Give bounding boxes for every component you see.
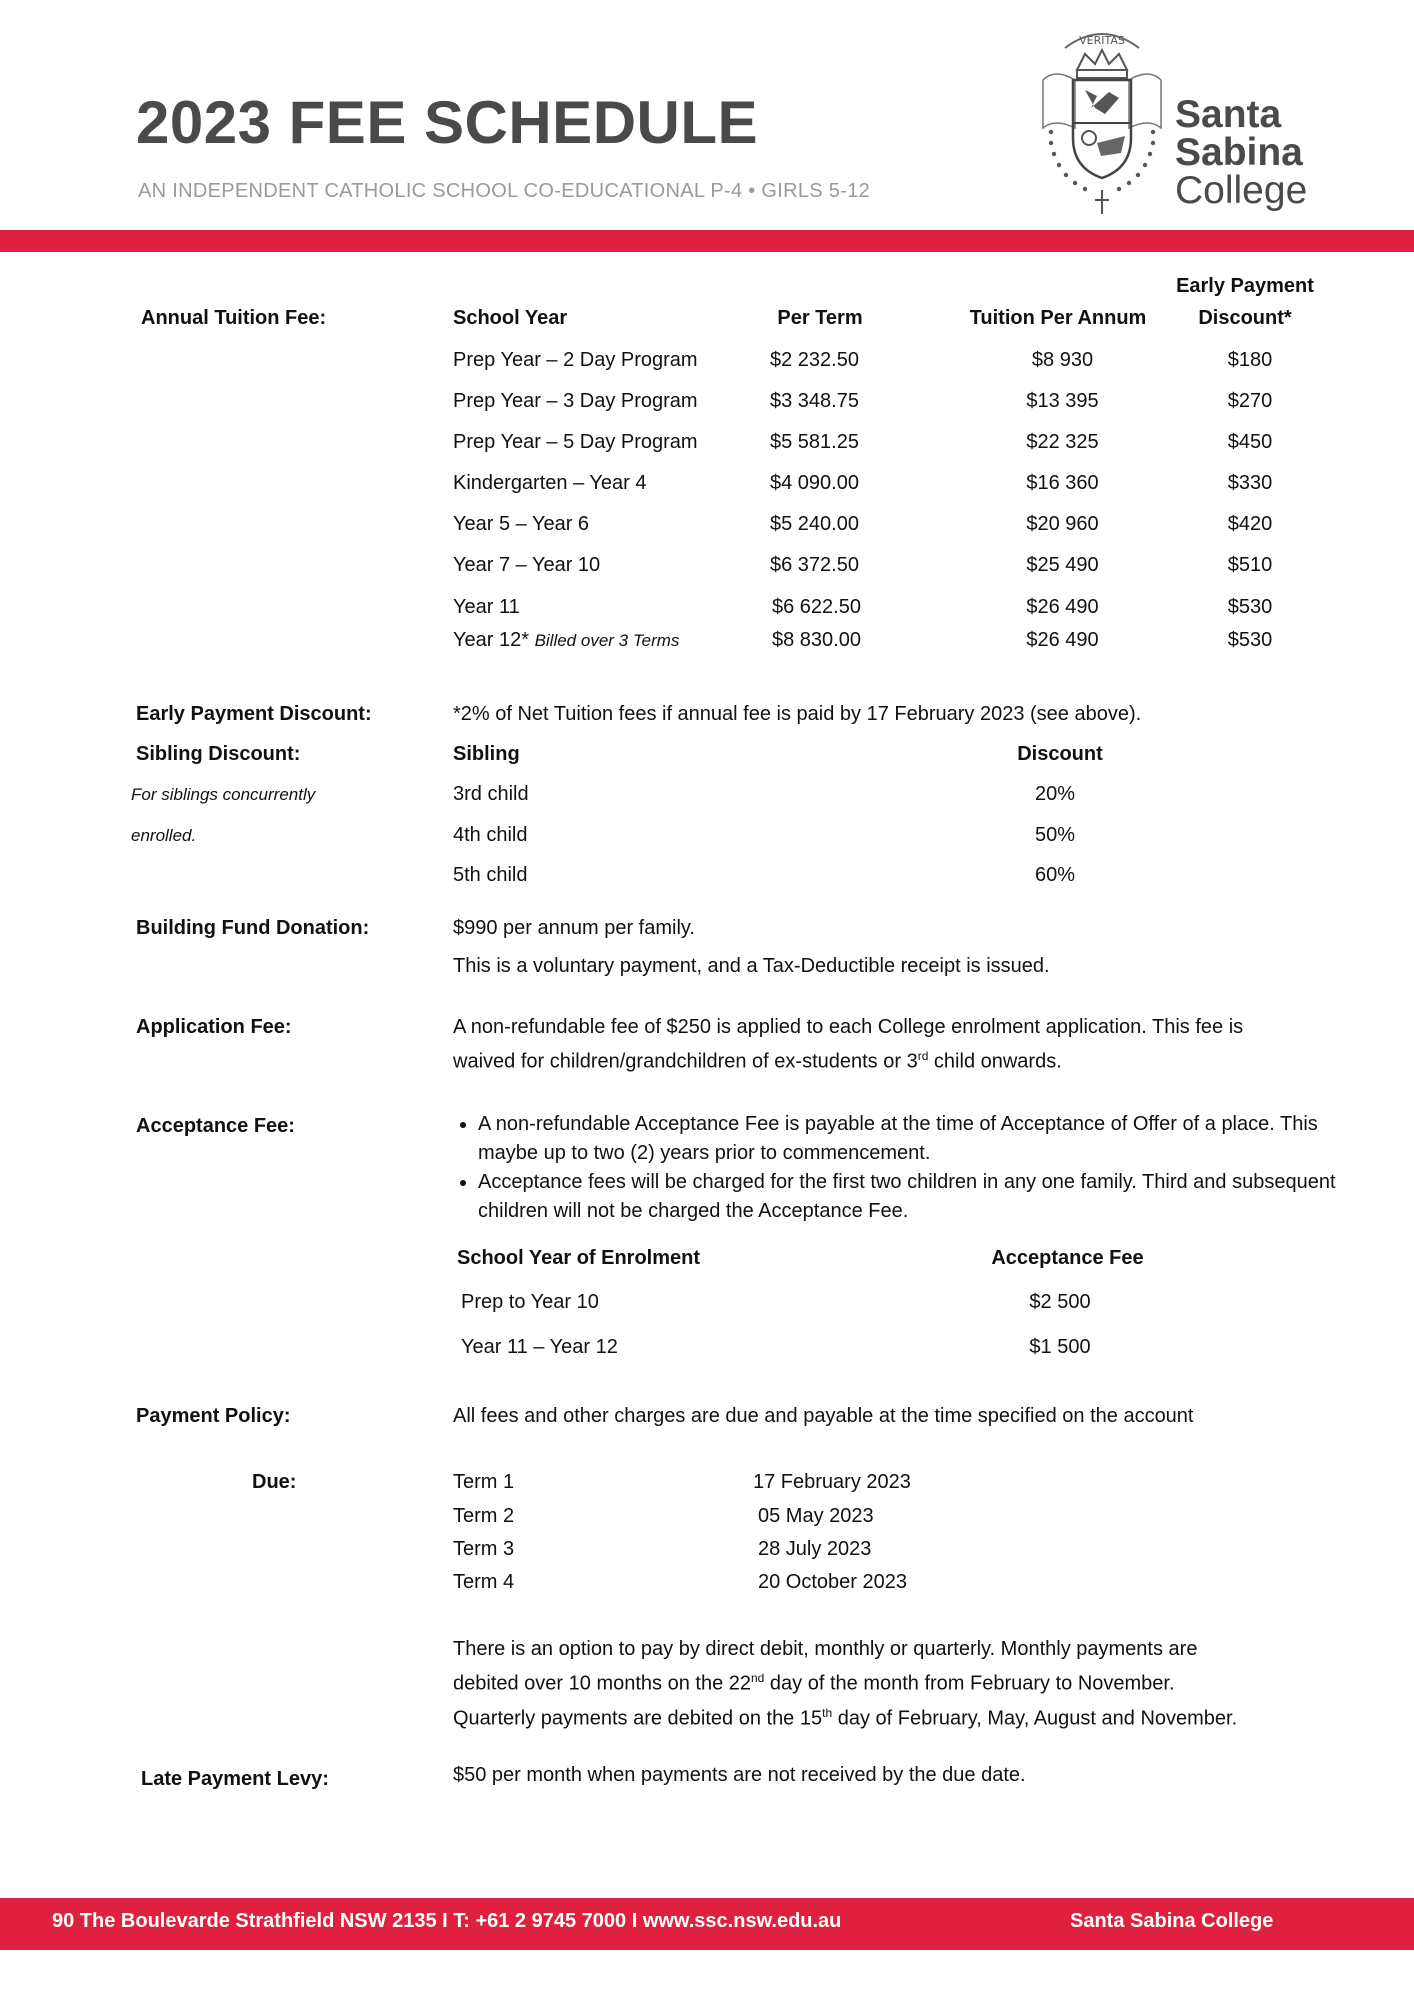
- acceptance-bullet: • A non-refundable Acceptance Fee is payable at the time of Acceptance of Offer of a place. This maybe up to two (2) years prior to commencement.: [478, 1110, 1338, 1168]
- tuition-row-term: $3 348.75: [770, 390, 859, 412]
- acceptance-fee-label: Acceptance Fee:: [136, 1115, 295, 1137]
- late-payment-text: $50 per month when payments are not received by the due date.: [453, 1764, 1026, 1786]
- sibling-row-child: 4th child: [453, 824, 528, 846]
- tuition-row-discount: $510: [1227, 554, 1273, 576]
- header-divider-bar: [0, 230, 1414, 252]
- due-date: 28 July 2023: [758, 1538, 872, 1560]
- building-fund-line1: $990 per annum per family.: [453, 917, 695, 939]
- page-title: 2023 FEE SCHEDULE: [136, 89, 759, 156]
- acceptance-bullet: • Acceptance fees will be charged for the first two children in any one family. Third and subsequent children will not be charged the Acceptance Fee.: [478, 1168, 1338, 1226]
- sibling-note-line1: For siblings concurrently: [131, 785, 316, 804]
- footer-college-name: Santa Sabina College: [1070, 1910, 1274, 1932]
- tuition-row-year: [453, 629, 679, 652]
- sibling-col-discount: Discount: [1017, 743, 1103, 765]
- sibling-row-discount: 50%: [1034, 824, 1076, 846]
- tuition-row-discount: $530: [1227, 629, 1273, 651]
- sibling-row-child: 3rd child: [453, 783, 529, 805]
- tuition-row-discount: $530: [1227, 596, 1273, 618]
- tuition-row-year: Year 11: [453, 596, 520, 618]
- acceptance-row-fee: $1 500: [1029, 1336, 1091, 1358]
- tuition-row-year: Year 5 – Year 6: [453, 513, 590, 535]
- due-date: 05 May 2023: [758, 1505, 874, 1527]
- tuition-row-annum: $8 930: [1031, 349, 1094, 371]
- due-label: Due:: [252, 1471, 297, 1493]
- sibling-col-sibling: Sibling: [453, 743, 520, 765]
- acceptance-row-year: Year 11 – Year 12: [461, 1336, 618, 1358]
- tuition-row-annum: $25 490: [1026, 554, 1099, 576]
- tuition-col-per-term: Per Term: [777, 307, 863, 329]
- building-fund-label: Building Fund Donation:: [136, 917, 370, 939]
- tuition-col-school-year: School Year: [453, 307, 568, 329]
- logo-line-santa: Santa: [1175, 93, 1282, 136]
- sibling-label: Sibling Discount:: [136, 743, 301, 765]
- sibling-row-child: 5th child: [453, 864, 528, 886]
- payment-option-line1: There is an option to pay by direct debit, monthly or quarterly. Monthly payments are: [453, 1638, 1198, 1660]
- college-crest-logo: [1035, 18, 1170, 218]
- tuition-row-term: $6 372.50: [770, 554, 859, 576]
- tuition-col-per-annum: Tuition Per Annum: [969, 307, 1147, 329]
- tuition-row-annum: $22 325: [1026, 431, 1099, 453]
- tuition-row-discount: $450: [1227, 431, 1273, 453]
- sibling-row-discount: 60%: [1034, 864, 1076, 886]
- tuition-row-discount: $420: [1227, 513, 1273, 535]
- tuition-row-discount: $330: [1227, 472, 1273, 494]
- footer-address: 90 The Boulevarde Strathfield NSW 2135 I T: +61 2 9745 7000 I www.ssc.nsw.edu.au: [52, 1910, 842, 1932]
- tuition-label: Annual Tuition Fee:: [141, 307, 327, 329]
- tuition-row-year: Kindergarten – Year 4: [453, 472, 647, 494]
- tuition-row-term: $8 830.00: [772, 629, 861, 651]
- due-date: 17 February 2023: [753, 1471, 911, 1493]
- due-date: 20 October 2023: [758, 1571, 907, 1593]
- tuition-row-discount: $180: [1227, 349, 1273, 371]
- payment-policy-label: Payment Policy:: [136, 1405, 291, 1427]
- late-payment-label: Late Payment Levy:: [141, 1768, 329, 1790]
- tuition-row-annum: $26 490: [1026, 596, 1099, 618]
- payment-policy-text: All fees and other charges are due and payable at the time specified on the account: [453, 1405, 1194, 1427]
- application-fee-line1: A non-refundable fee of $250 is applied to each College enrolment application. This fee is: [453, 1016, 1244, 1038]
- acceptance-col-year: School Year of Enrolment: [457, 1247, 701, 1269]
- tuition-col-early-payment: Early Payment: [1176, 275, 1314, 297]
- tuition-row-year: Prep Year – 2 Day Program: [453, 349, 698, 371]
- due-term: Term 1: [453, 1471, 515, 1493]
- tuition-row-term: $2 232.50: [770, 349, 859, 371]
- logo-line-college: College: [1175, 169, 1308, 212]
- tuition-row-discount: $270: [1227, 390, 1273, 412]
- tuition-row-term: $5 581.25: [770, 431, 859, 453]
- tuition-row-annum: $20 960: [1026, 513, 1099, 535]
- tuition-row-term: $4 090.00: [770, 472, 859, 494]
- tuition-row-year-note: Billed over 3 Terms: [534, 631, 680, 650]
- tuition-row-annum: $16 360: [1026, 472, 1099, 494]
- tuition-row-annum: $26 490: [1026, 629, 1099, 651]
- tuition-row-year: Prep Year – 3 Day Program: [453, 390, 698, 412]
- tuition-row-year: Year 7 – Year 10: [453, 554, 601, 576]
- sibling-row-discount: 20%: [1034, 783, 1076, 805]
- tuition-col-discount: Discount*: [1198, 307, 1292, 329]
- payment-option-line3: Quarterly payments are debited on the 15th day of February, May, August and November.: [453, 1705, 1238, 1730]
- early-payment-text: *2% of Net Tuition fees if annual fee is paid by 17 February 2023 (see above).: [453, 703, 1142, 725]
- acceptance-row-year: Prep to Year 10: [461, 1291, 599, 1313]
- due-term: Term 2: [453, 1505, 515, 1527]
- payment-option-text: [453, 1635, 1353, 1733]
- acceptance-col-fee: Acceptance Fee: [991, 1247, 1144, 1269]
- tuition-row-term: $5 240.00: [770, 513, 859, 535]
- tuition-row-year-label: Year 12*: [453, 629, 529, 651]
- due-term: Term 4: [453, 1571, 515, 1593]
- tuition-row-year: Prep Year – 5 Day Program: [453, 431, 698, 453]
- acceptance-row-fee: $2 500: [1029, 1291, 1091, 1313]
- svg-text:VERITAS: VERITAS: [1079, 34, 1125, 47]
- application-fee-label: Application Fee:: [136, 1016, 292, 1038]
- payment-option-line2: debited over 10 months on the 22nd day of the month from February to November.: [453, 1671, 1175, 1695]
- due-term: Term 3: [453, 1538, 515, 1560]
- building-fund-line2: This is a voluntary payment, and a Tax-Deductible receipt is issued.: [453, 955, 1050, 977]
- early-payment-label: Early Payment Discount:: [136, 703, 372, 725]
- application-fee-line2: waived for children/grandchildren of ex-students or 3rd child onwards.: [453, 1049, 1062, 1073]
- logo-line-sabina: Sabina: [1175, 131, 1303, 174]
- college-logo-text: [1175, 93, 1308, 212]
- tuition-row-annum: $13 395: [1026, 390, 1099, 412]
- page-subtitle: AN INDEPENDENT CATHOLIC SCHOOL CO-EDUCATIONAL P-4 • GIRLS 5-12: [138, 180, 871, 202]
- acceptance-fee-bullets: [452, 1110, 1338, 1226]
- sibling-note-line2: enrolled.: [131, 826, 197, 845]
- application-fee-text: [453, 1013, 1323, 1077]
- tuition-row-term: $6 622.50: [772, 596, 861, 618]
